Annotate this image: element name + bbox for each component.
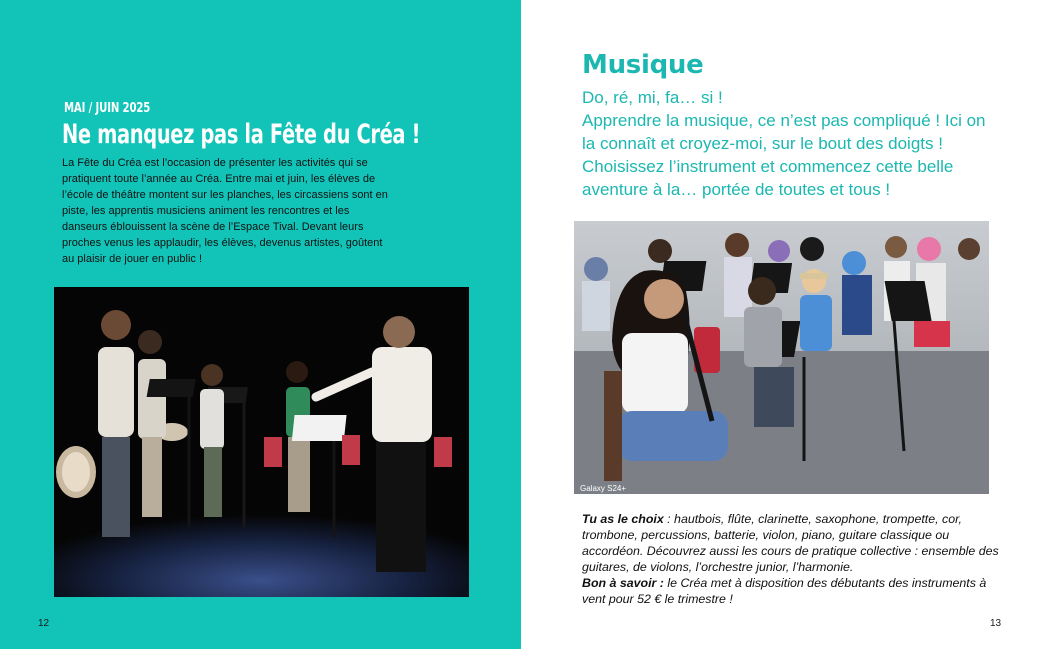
stage-concert-photo [54,287,469,597]
tip-label: Bon à savoir : [582,576,664,590]
youth-band-illustration [574,221,989,494]
stage-concert-illustration [54,287,469,597]
section-title: Musique [582,50,704,80]
tip-paragraph [582,575,1002,607]
page-number-left: 12 [38,618,50,629]
lead-paragraph [582,86,1002,201]
choice-label: Tu as le choix [582,512,664,526]
details-block [582,511,1002,607]
headline: Ne manquez pas la Fête du Créa ! [62,119,421,150]
lead-line-1: Do, ré, mi, fa… si ! [582,88,723,107]
page-number-right: 13 [990,618,1002,629]
choice-paragraph [582,511,1002,575]
photo-caption: Galaxy S24+ [580,484,627,493]
choice-text: : hautbois, flûte, clarinette, saxophone, trompette, cor, trombone, percussions, batterie, violon, piano, guitare classique ou accordéon. Découvrez aussi les cours de pratique collective : ensemble des guitares, de violons, l’orchestre junior, l’harmonie. [582,512,999,574]
tip-text: le Créa met à disposition des débutants des instruments à vent pour 52 € le trimestre ! [582,576,987,606]
lead-line-2: Apprendre la musique, ce n’est pas compliqué ! Ici on la connaît et croyez-moi, sur le bout des doigts ! Choisissez l’instrument et commencez cette belle aventure à la… portée de toutes et tous ! [582,111,986,199]
intro-paragraph: La Fête du Créa est l’occasion de présenter les activités qui se pratiquent toute l’année au Créa. Entre mai et juin, les élèves de l’école de théâtre montent sur les planches, les circassiens sont en piste, les apprentis musiciens animent les rencontres et les danseurs éblouissent la scène de l’Espace Tival. Devant leurs proches venus les applaudir, les élèves, devenus artistes, goûtent au plaisir de jouer en public ! [62,157,388,265]
date-label: MAI / JUIN 2025 [64,101,151,116]
youth-band-photo [574,221,989,494]
